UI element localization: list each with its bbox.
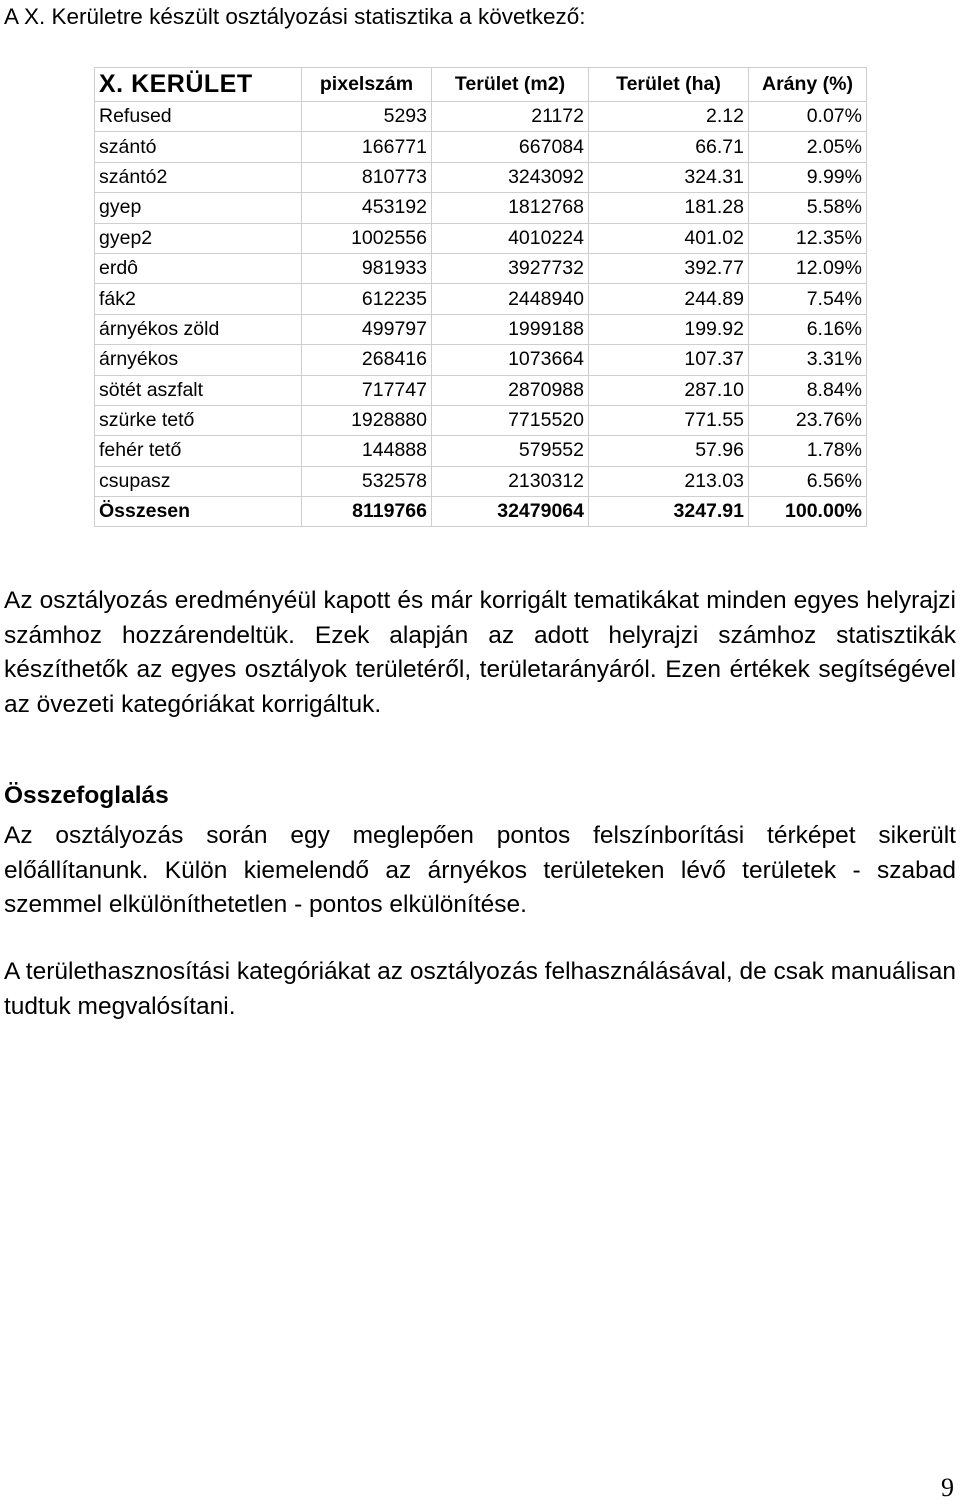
table-row: [95, 466, 867, 496]
page-number: 9: [941, 1473, 954, 1502]
class-name-cell: Refused: [95, 102, 302, 132]
area-m2-cell: 2130312: [432, 466, 589, 496]
area-m2-cell: 1073664: [432, 345, 589, 375]
table-body: [95, 102, 867, 527]
ratio-cell: 7.54%: [749, 284, 867, 314]
paragraph-summary: Az osztályozás során egy meglepően pontos felszínborítási térképet sikerült előállítanunk. Külön kiemelendő az árnyékos területeken lévő területek - szabad szemmel elkülöníthetetlen - pontos elkülönítése.: [4, 822, 956, 918]
pixel-count-cell: 612235: [302, 284, 432, 314]
area-ha-cell: 287.10: [589, 375, 749, 405]
table-row: [95, 375, 867, 405]
ratio-cell: 6.56%: [749, 466, 867, 496]
paragraph-results: Az osztályozás eredményéül kapott és már korrigált tematikákat minden egyes helyrajzi számhoz hozzárendeltük. Ezek alapján az adott helyrajzi számhoz statisztikák készíthetők az egyes osztályok területéről, területarányáról. Ezen értékek segítségével az övezeti kategóriákat korrigáltuk.: [4, 587, 956, 718]
header-pixel-count: pixelszám: [302, 68, 432, 102]
header-ratio: Arány (%): [749, 68, 867, 102]
class-name-cell: gyep2: [95, 223, 302, 253]
header-area-m2: Terület (m2): [432, 68, 589, 102]
ratio-cell: 12.09%: [749, 253, 867, 283]
area-ha-cell: 213.03: [589, 466, 749, 496]
area-ha-cell: 2.12: [589, 102, 749, 132]
area-m2-cell: 2870988: [432, 375, 589, 405]
ratio-cell: 12.35%: [749, 223, 867, 253]
table-row: [95, 405, 867, 435]
area-ha-cell: 3247.91: [589, 497, 749, 527]
pixel-count-cell: 981933: [302, 253, 432, 283]
header-district: X. KERÜLET: [95, 68, 302, 102]
pixel-count-cell: 1002556: [302, 223, 432, 253]
table-row: [95, 102, 867, 132]
class-name-cell: csupasz: [95, 466, 302, 496]
statistics-table: [94, 67, 867, 527]
page-heading: A X. Kerületre készült osztályozási statisztika a következő:: [4, 4, 586, 29]
ratio-cell: 9.99%: [749, 162, 867, 192]
pixel-count-cell: 5293: [302, 102, 432, 132]
class-name-cell: árnyékos: [95, 345, 302, 375]
pixel-count-cell: 8119766: [302, 497, 432, 527]
table-total-row: [95, 497, 867, 527]
area-ha-cell: 66.71: [589, 132, 749, 162]
area-m2-cell: 2448940: [432, 284, 589, 314]
table-row: [95, 193, 867, 223]
area-ha-cell: 199.92: [589, 314, 749, 344]
area-m2-cell: 21172: [432, 102, 589, 132]
pixel-count-cell: 532578: [302, 466, 432, 496]
table-row: [95, 132, 867, 162]
area-m2-cell: 3243092: [432, 162, 589, 192]
area-ha-cell: 107.37: [589, 345, 749, 375]
area-m2-cell: 7715520: [432, 405, 589, 435]
area-m2-cell: 32479064: [432, 497, 589, 527]
pixel-count-cell: 717747: [302, 375, 432, 405]
table-row: [95, 253, 867, 283]
area-ha-cell: 57.96: [589, 436, 749, 466]
table-row: [95, 436, 867, 466]
area-ha-cell: 401.02: [589, 223, 749, 253]
area-ha-cell: 181.28: [589, 193, 749, 223]
ratio-cell: 1.78%: [749, 436, 867, 466]
table-row: [95, 284, 867, 314]
ratio-cell: 6.16%: [749, 314, 867, 344]
pixel-count-cell: 268416: [302, 345, 432, 375]
class-name-cell: sötét aszfalt: [95, 375, 302, 405]
class-name-cell: erdô: [95, 253, 302, 283]
ratio-cell: 23.76%: [749, 405, 867, 435]
class-name-cell: szántó: [95, 132, 302, 162]
area-m2-cell: 4010224: [432, 223, 589, 253]
pixel-count-cell: 499797: [302, 314, 432, 344]
table-row: [95, 162, 867, 192]
ratio-cell: 8.84%: [749, 375, 867, 405]
area-m2-cell: 3927732: [432, 253, 589, 283]
pixel-count-cell: 166771: [302, 132, 432, 162]
pixel-count-cell: 144888: [302, 436, 432, 466]
table-row: [95, 223, 867, 253]
class-name-cell: szürke tető: [95, 405, 302, 435]
table-header-row: [95, 68, 867, 102]
class-name-cell: árnyékos zöld: [95, 314, 302, 344]
area-m2-cell: 1999188: [432, 314, 589, 344]
pixel-count-cell: 810773: [302, 162, 432, 192]
class-name-cell: gyep: [95, 193, 302, 223]
summary-heading: Összefoglalás: [4, 782, 169, 809]
class-name-cell: fehér tető: [95, 436, 302, 466]
class-name-cell: fák2: [95, 284, 302, 314]
area-m2-cell: 579552: [432, 436, 589, 466]
ratio-cell: 0.07%: [749, 102, 867, 132]
paragraph-land-use: A területhasznosítási kategóriákat az osztályozás felhasználásával, de csak manuálisan tudtuk megvalósítani.: [4, 958, 956, 1020]
ratio-cell: 3.31%: [749, 345, 867, 375]
pixel-count-cell: 1928880: [302, 405, 432, 435]
ratio-cell: 2.05%: [749, 132, 867, 162]
area-m2-cell: 667084: [432, 132, 589, 162]
area-ha-cell: 771.55: [589, 405, 749, 435]
ratio-cell: 100.00%: [749, 497, 867, 527]
class-name-cell: szántó2: [95, 162, 302, 192]
ratio-cell: 5.58%: [749, 193, 867, 223]
header-area-ha: Terület (ha): [589, 68, 749, 102]
pixel-count-cell: 453192: [302, 193, 432, 223]
area-ha-cell: 392.77: [589, 253, 749, 283]
area-ha-cell: 324.31: [589, 162, 749, 192]
class-name-cell: Összesen: [95, 497, 302, 527]
table-row: [95, 314, 867, 344]
area-m2-cell: 1812768: [432, 193, 589, 223]
area-ha-cell: 244.89: [589, 284, 749, 314]
table-row: [95, 345, 867, 375]
